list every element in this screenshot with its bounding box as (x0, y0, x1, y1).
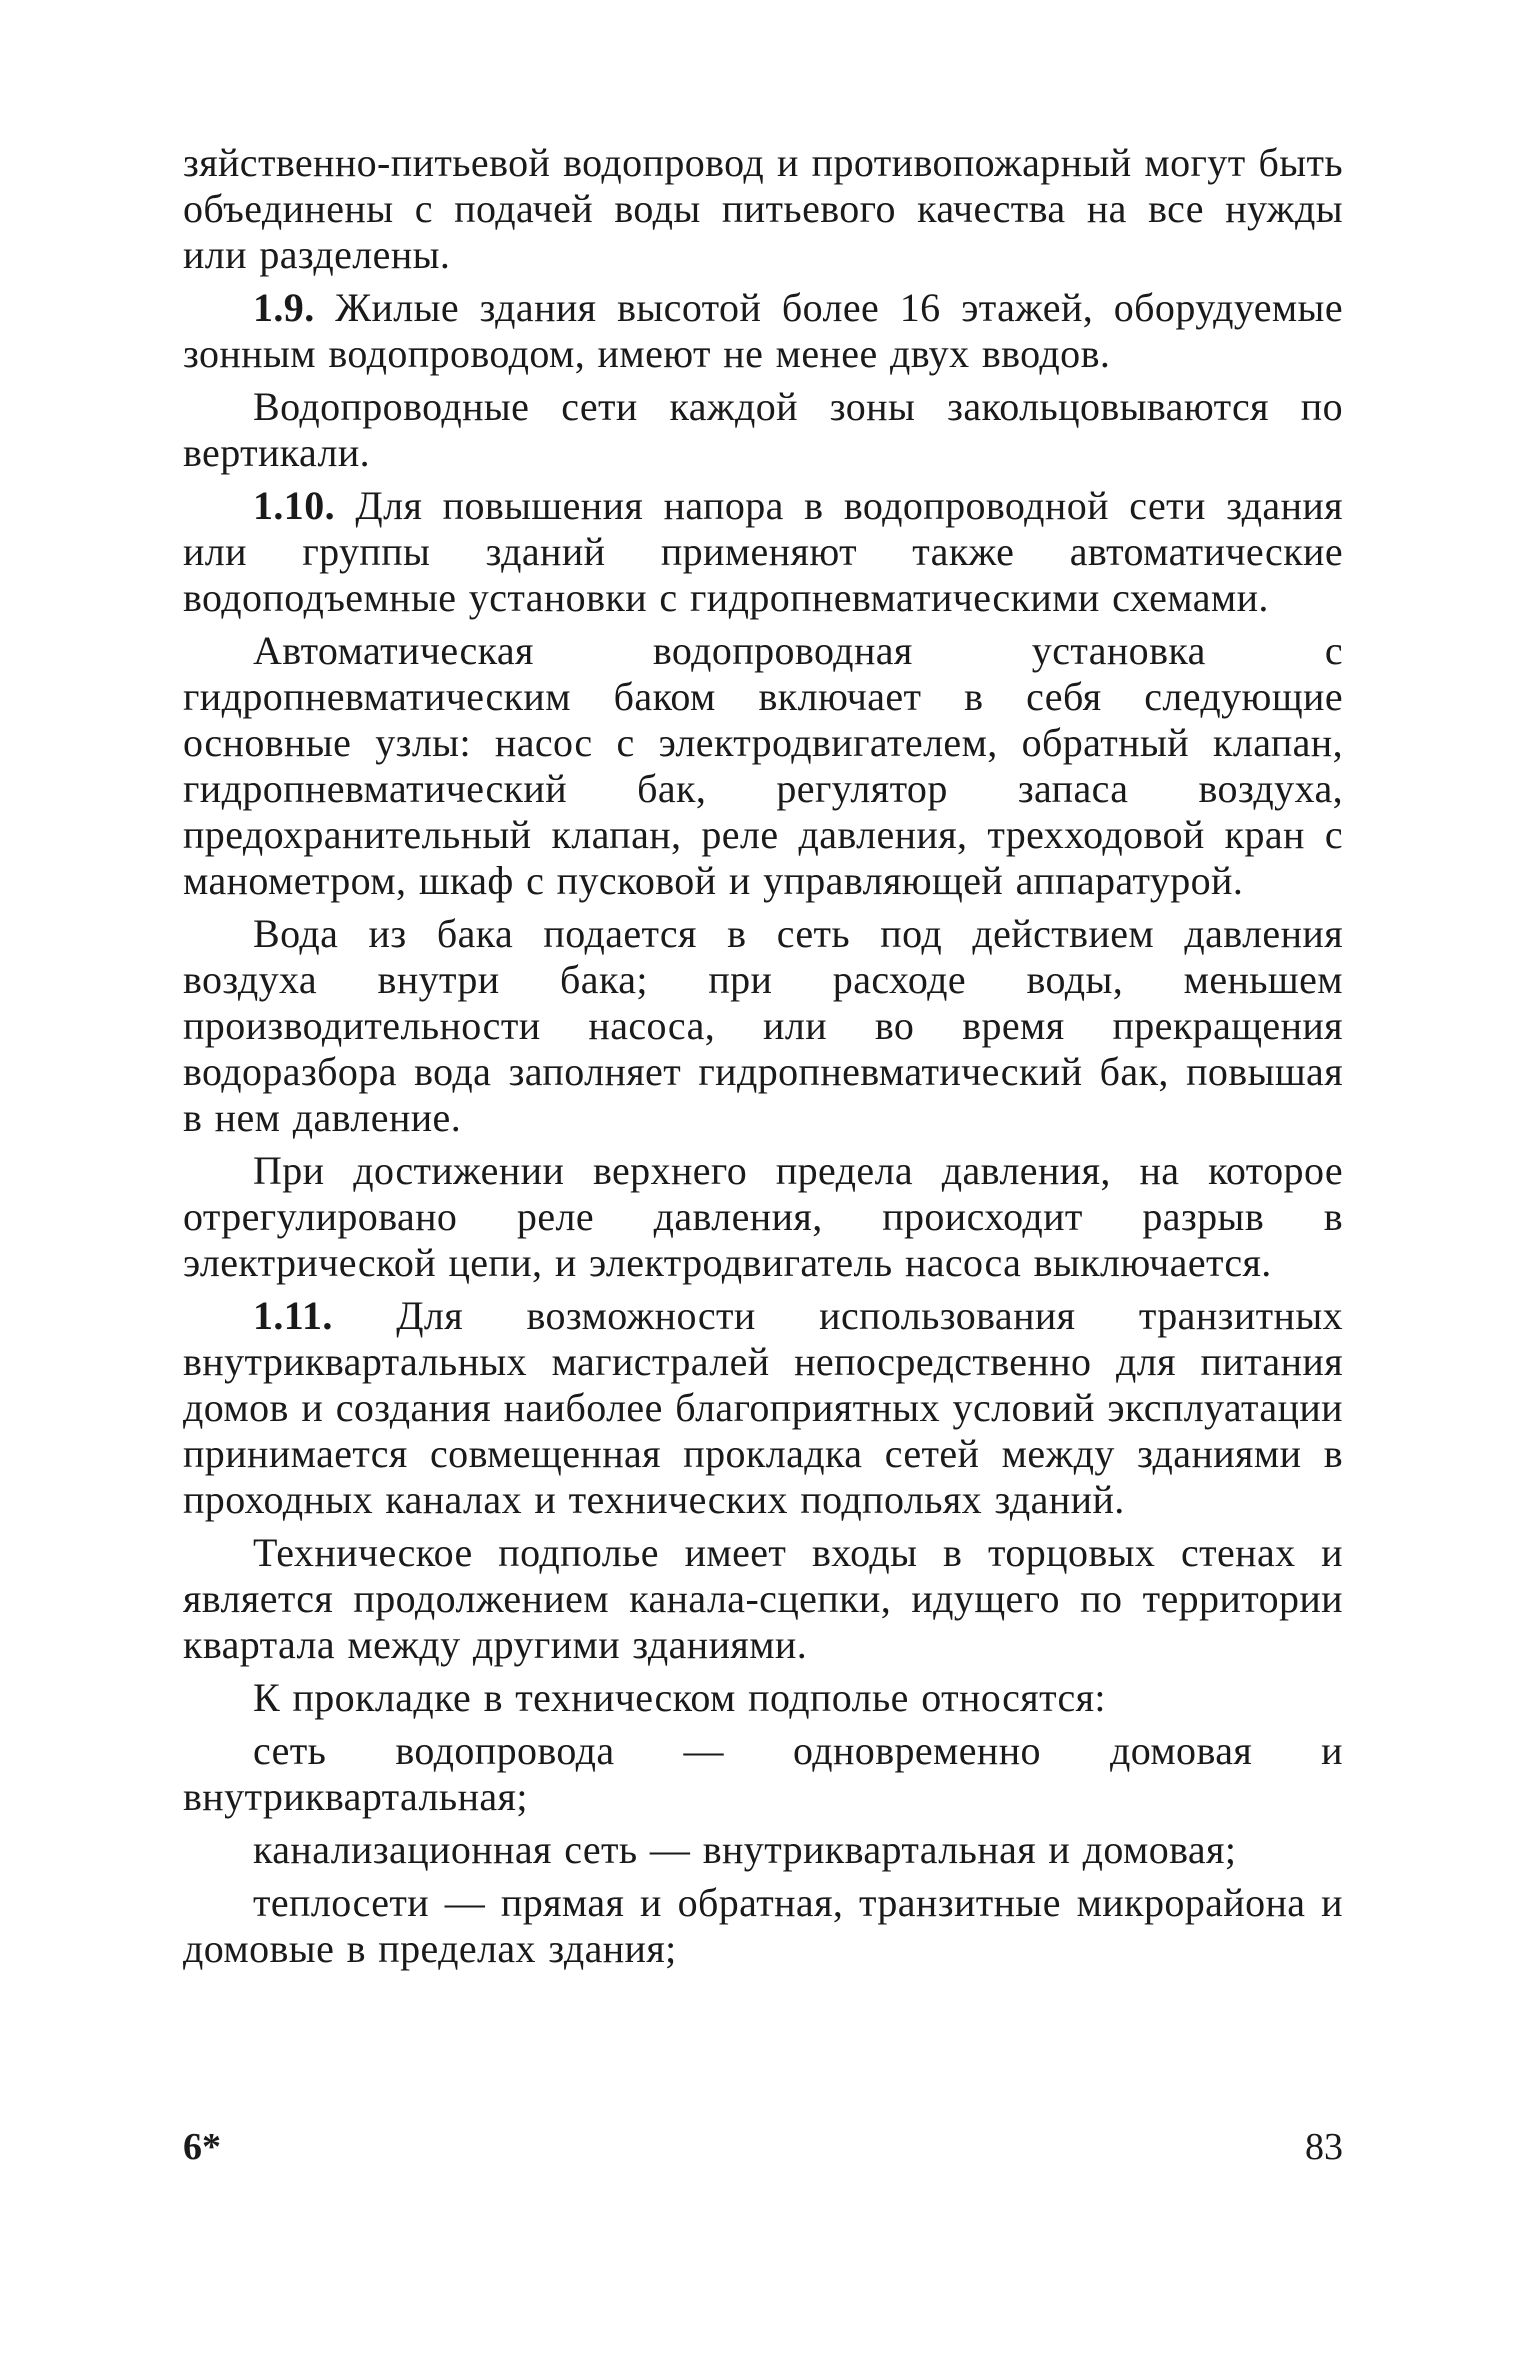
paragraph-text: К прокладке в техническом подполье относятся: (253, 1675, 1106, 1720)
paragraph-text: Для повышения напора в водопроводной сети здания или группы зданий применяют также автоматические водоподъемные установки с гидропневматическими схемами. (183, 483, 1343, 620)
paragraph-text: зяйственно-питьевой водопровод и противопожарный могут быть объединены с подачей воды питьевого качества на все нужды или разделены. (183, 140, 1343, 277)
paragraph-text: При достижении верхнего предела давления, на которое отрегулировано реле давления, происходит разрыв в электрической цепи, и электродвигатель насоса выключается. (183, 1148, 1343, 1285)
page-body (183, 140, 1343, 1972)
paragraph-text: Техническое подполье имеет входы в торцовых стенах и является продолжением канала-сцепки, идущего по территории квартала между другими зданиями. (183, 1530, 1343, 1667)
paragraph-7 (183, 1148, 1343, 1286)
paragraph-text: сеть водопровода — одновременно домовая и внутриквартальная; (183, 1728, 1343, 1819)
paragraph-11 (183, 1728, 1343, 1820)
paragraph-5 (183, 628, 1343, 904)
paragraph-4 (183, 483, 1343, 621)
paragraph-8 (183, 1293, 1343, 1523)
clause-number: 1.10. (253, 483, 335, 528)
paragraph-1 (183, 140, 1343, 278)
paragraph-text: Для возможности использования транзитных внутриквартальных магистралей непосредственно для питания домов и создания наиболее благоприятных условий эксплуатации принимается совмещенная прокладка сетей между зданиями в проходных каналах и технических подпольях зданий. (183, 1293, 1343, 1522)
page-number: 83 (1305, 2126, 1343, 2168)
paragraph-6 (183, 911, 1343, 1141)
paragraph-text: канализационная сеть — внутриквартальная и домовая; (253, 1827, 1237, 1872)
paragraph-3 (183, 384, 1343, 476)
paragraph-12 (183, 1827, 1343, 1873)
paragraph-10 (183, 1675, 1343, 1721)
paragraph-text: Водопроводные сети каждой зоны закольцовываются по вертикали. (183, 384, 1343, 475)
signature-mark: 6* (183, 2126, 221, 2168)
paragraph-2 (183, 285, 1343, 377)
paragraph-text: Вода из бака подается в сеть под действием давления воздуха внутри бака; при расходе воды, меньшем производительности насоса, или во время прекращения водоразбора вода заполняет гидропневматический бак, повышая в нем давление. (183, 911, 1343, 1140)
paragraph-13 (183, 1880, 1343, 1972)
paragraph-text: Автоматическая водопроводная установка с гидропневматическим баком включает в себя следующие основные узлы: насос с электродвигателем, обратный клапан, гидропневматический бак, регулятор запаса воздуха, предохранительный клапан, реле давления, трехходовой кран с манометром, шкаф с пусковой и управляющей аппаратурой. (183, 628, 1343, 903)
clause-number: 1.9. (253, 285, 315, 330)
clause-number: 1.11. (253, 1293, 333, 1338)
paragraph-text: Жилые здания высотой более 16 этажей, оборудуемые зонным водопроводом, имеют не менее двух вводов. (183, 285, 1343, 376)
paragraph-9 (183, 1530, 1343, 1668)
paragraph-text: теплосети — прямая и обратная, транзитные микрорайона и домовые в пределах здания; (183, 1880, 1343, 1971)
